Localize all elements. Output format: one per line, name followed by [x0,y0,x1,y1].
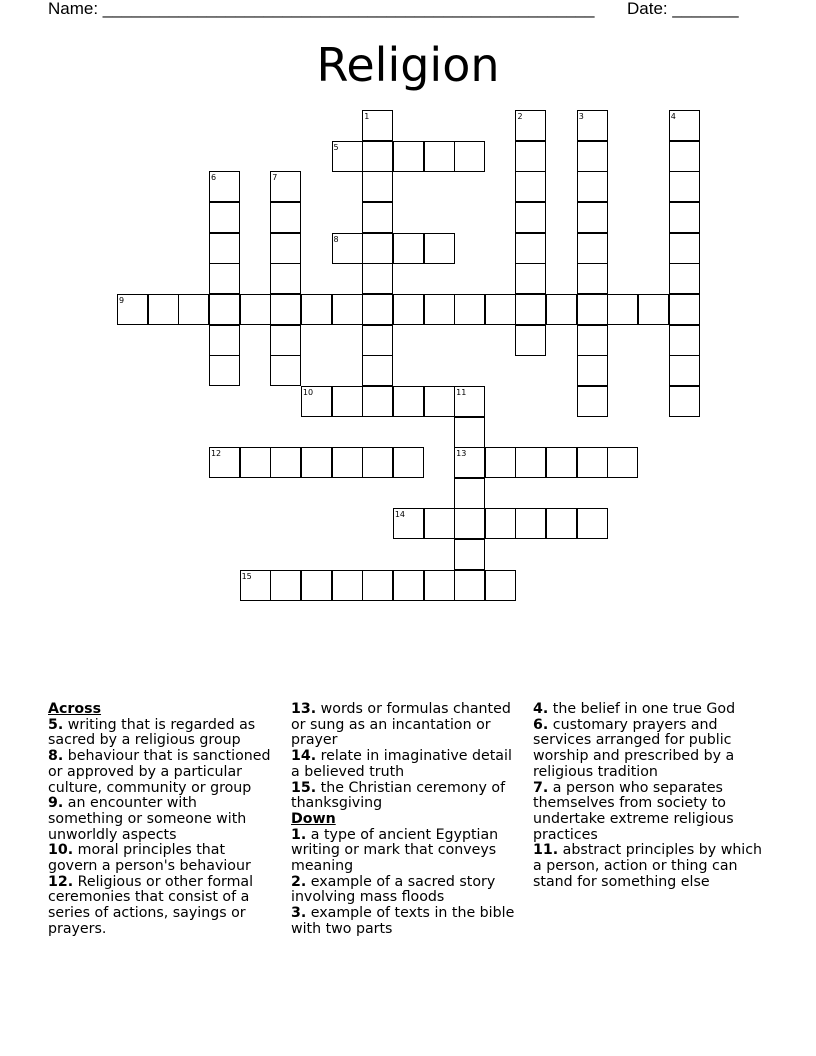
grid-cell[interactable] [577,110,608,141]
grid-cell[interactable] [362,325,393,356]
grid-cell[interactable] [669,233,700,264]
grid-cell[interactable] [577,355,608,386]
grid-cell[interactable] [270,570,301,601]
grid-cell[interactable] [454,508,485,539]
grid-cell[interactable] [515,447,546,478]
grid-cell[interactable] [454,539,485,570]
grid-cell[interactable] [515,141,546,172]
cell-number: 4 [670,112,676,121]
clues-column-3 [533,702,765,890]
down-heading: Down [291,810,336,827]
grid-cell[interactable] [301,294,332,325]
clue-number: 6. [533,716,549,733]
grid-cell[interactable] [362,263,393,294]
name-field-line: Name: ____________________________________________________ [48,0,595,18]
grid-cell[interactable] [393,141,424,172]
clue-number: 12. [48,873,74,890]
grid-cell[interactable] [577,171,608,202]
grid-cell[interactable] [362,294,393,325]
grid-cell[interactable] [454,478,485,509]
grid-cell[interactable] [515,233,546,264]
grid-cell[interactable] [362,355,393,386]
clue-across [48,843,273,874]
clue-down [533,702,765,718]
grid-cell[interactable] [669,355,700,386]
cell-number: 7 [272,173,278,183]
clue-text: relate in imaginative detail a believed truth [291,748,512,780]
grid-cell[interactable] [393,508,424,539]
grid-cell[interactable] [393,294,424,325]
clues-column-2 [291,702,519,938]
cell-number: 13 [456,449,467,459]
grid-cell[interactable] [393,447,424,478]
grid-cell[interactable] [424,508,455,539]
grid-cell[interactable] [240,294,271,325]
clue-down [533,718,765,781]
grid-cell[interactable] [362,202,393,233]
grid-cell[interactable] [607,447,638,478]
cell-number: 14 [394,510,406,520]
grid-cell[interactable] [148,294,179,325]
grid-cell[interactable] [270,355,301,386]
grid-cell[interactable] [240,570,271,601]
clue-down [533,781,765,844]
grid-cell[interactable] [546,294,577,325]
grid-cell[interactable] [301,570,332,601]
clue-number: 4. [533,701,549,717]
puzzle-title: Religion [316,38,500,92]
grid-cell[interactable] [577,263,608,294]
clue-text: writing that is regarded as sacred by a religious group [48,716,256,749]
grid-cell[interactable] [178,294,209,325]
clue-number: 7. [533,779,549,796]
grid-cell[interactable] [577,325,608,356]
clue-text: abstract principles by which a person, action or thing can stand for something else [533,842,763,890]
clue-down [291,875,519,906]
grid-cell[interactable] [209,325,240,356]
across-heading: Across [48,701,102,717]
grid-cell[interactable] [209,263,240,294]
grid-cell[interactable] [393,233,424,264]
clue-number: 10. [48,842,74,859]
grid-cell[interactable] [577,233,608,264]
clue-text: example of a sacred story involving mass floods [291,873,496,906]
grid-cell[interactable] [362,233,393,264]
clue-across [291,702,519,749]
clue-across [48,749,273,796]
grid-cell[interactable] [669,202,700,233]
grid-cell[interactable] [332,570,363,601]
clue-number: 1. [291,826,307,843]
clue-text: Religious or other formal ceremonies that consist of a series of actions, sayings or prayers. [48,873,254,937]
grid-cell[interactable] [424,386,455,417]
clue-text: behaviour that is sanctioned or approved by a particular culture, community or group [48,748,271,796]
cell-number: 8 [333,234,339,244]
grid-cell[interactable] [515,508,546,539]
clue-text: an encounter with something or someone with unworldly aspects [48,795,247,843]
clue-text: words or formulas chanted or sung as an incantation or prayer [291,701,511,749]
cell-number: 1 [364,112,370,121]
grid-cell[interactable] [362,110,393,141]
grid-cell[interactable] [485,508,516,539]
grid-cell[interactable] [485,447,516,478]
grid-cell[interactable] [515,325,546,356]
grid-cell[interactable] [209,294,240,325]
grid-cell[interactable] [209,447,240,478]
grid-cell[interactable] [577,508,608,539]
grid-cell[interactable] [301,447,332,478]
cell-number: 10 [302,387,314,397]
grid-cell[interactable] [669,110,700,141]
grid-cell[interactable] [546,508,577,539]
cell-number: 2 [517,112,523,121]
cell-number: 9 [119,295,125,305]
clue-text: a type of ancient Egyptian writing or mark that conveys meaning [291,826,499,875]
clue-text: example of texts in the bible with two parts [291,905,515,937]
grid-cell[interactable] [577,141,608,172]
grid-cell[interactable] [270,171,301,202]
grid-cell[interactable] [393,386,424,417]
grid-cell[interactable] [577,447,608,478]
grid-cell[interactable] [454,386,485,417]
clue-number: 15. [291,779,317,796]
grid-cell[interactable] [362,171,393,202]
clue-number: 2. [291,873,307,890]
grid-cell[interactable] [270,447,301,478]
grid-cell[interactable] [577,202,608,233]
grid-cell[interactable] [515,110,546,141]
grid-cell[interactable] [485,570,516,601]
grid-cell[interactable] [332,386,363,417]
grid-cell[interactable] [515,171,546,202]
grid-cell[interactable] [424,141,455,172]
grid-cell[interactable] [362,570,393,601]
grid-cell[interactable] [454,141,485,172]
clue-number: 3. [291,905,307,922]
grid-cell[interactable] [669,141,700,172]
grid-cell[interactable] [546,447,577,478]
clue-across [48,796,273,843]
grid-cell[interactable] [638,294,669,325]
clue-down [291,828,519,875]
grid-cell[interactable] [332,294,363,325]
date-field-line: Date: _______ [627,0,739,18]
grid-cell[interactable] [454,417,485,448]
clue-number: 14. [291,748,317,765]
grid-cell[interactable] [424,233,455,264]
clue-number: 9. [48,795,64,812]
grid-cell[interactable] [607,294,638,325]
cell-number: 5 [333,142,339,152]
grid-cell[interactable] [362,386,393,417]
grid-cell[interactable] [424,570,455,601]
grid-cell[interactable] [362,141,393,172]
grid-cell[interactable] [117,294,148,325]
grid-cell[interactable] [301,386,332,417]
grid-cell[interactable] [332,447,363,478]
grid-cell[interactable] [485,294,516,325]
clue-text: the Christian ceremony of thanksgiving [291,779,506,812]
grid-cell[interactable] [270,202,301,233]
grid-cell[interactable] [270,325,301,356]
grid-cell[interactable] [362,447,393,478]
grid-cell[interactable] [669,171,700,202]
grid-cell[interactable] [270,294,301,325]
clues-column-1 [48,702,273,938]
clue-text: customary prayers and services arranged for public worship and prescribed by a religious tradition [533,716,735,780]
clue-across [291,749,519,780]
clue-number: 5. [48,716,64,733]
clue-text: a person who separates themselves from society to undertake extreme religious practices [533,779,734,843]
grid-cell[interactable] [454,447,485,478]
cell-number: 6 [210,173,217,183]
grid-cell[interactable] [454,570,485,601]
grid-cell[interactable] [209,355,240,386]
clue-number: 13. [291,701,317,717]
clue-across [48,718,273,749]
grid-cell[interactable] [209,202,240,233]
grid-cell[interactable] [515,294,546,325]
grid-cell[interactable] [424,294,455,325]
grid-cell[interactable] [209,171,240,202]
grid-cell[interactable] [515,202,546,233]
grid-cell[interactable] [577,294,608,325]
grid-cell[interactable] [669,294,700,325]
grid-cell[interactable] [669,386,700,417]
grid-cell[interactable] [515,263,546,294]
grid-cell[interactable] [209,233,240,264]
clue-number: 11. [533,842,559,859]
grid-cell[interactable] [270,233,301,264]
cell-number: 12 [210,449,222,459]
clue-down [291,906,519,937]
clue-number: 8. [48,748,64,765]
grid-cell[interactable] [332,141,363,172]
grid-cell[interactable] [332,233,363,264]
clue-text: moral principles that govern a person's behaviour [48,842,251,875]
grid-cell[interactable] [669,325,700,356]
clue-down [533,843,765,890]
grid-cell[interactable] [577,386,608,417]
clue-across [48,875,273,938]
clue-across [291,781,519,812]
clue-text: the belief in one true God [552,701,736,717]
cell-number: 11 [456,387,467,397]
cell-number: 3 [578,112,584,121]
grid-cell[interactable] [454,294,485,325]
cell-number: 15 [241,571,252,581]
grid-cell[interactable] [270,263,301,294]
grid-cell[interactable] [240,447,271,478]
grid-cell[interactable] [393,570,424,601]
grid-cell[interactable] [669,263,700,294]
